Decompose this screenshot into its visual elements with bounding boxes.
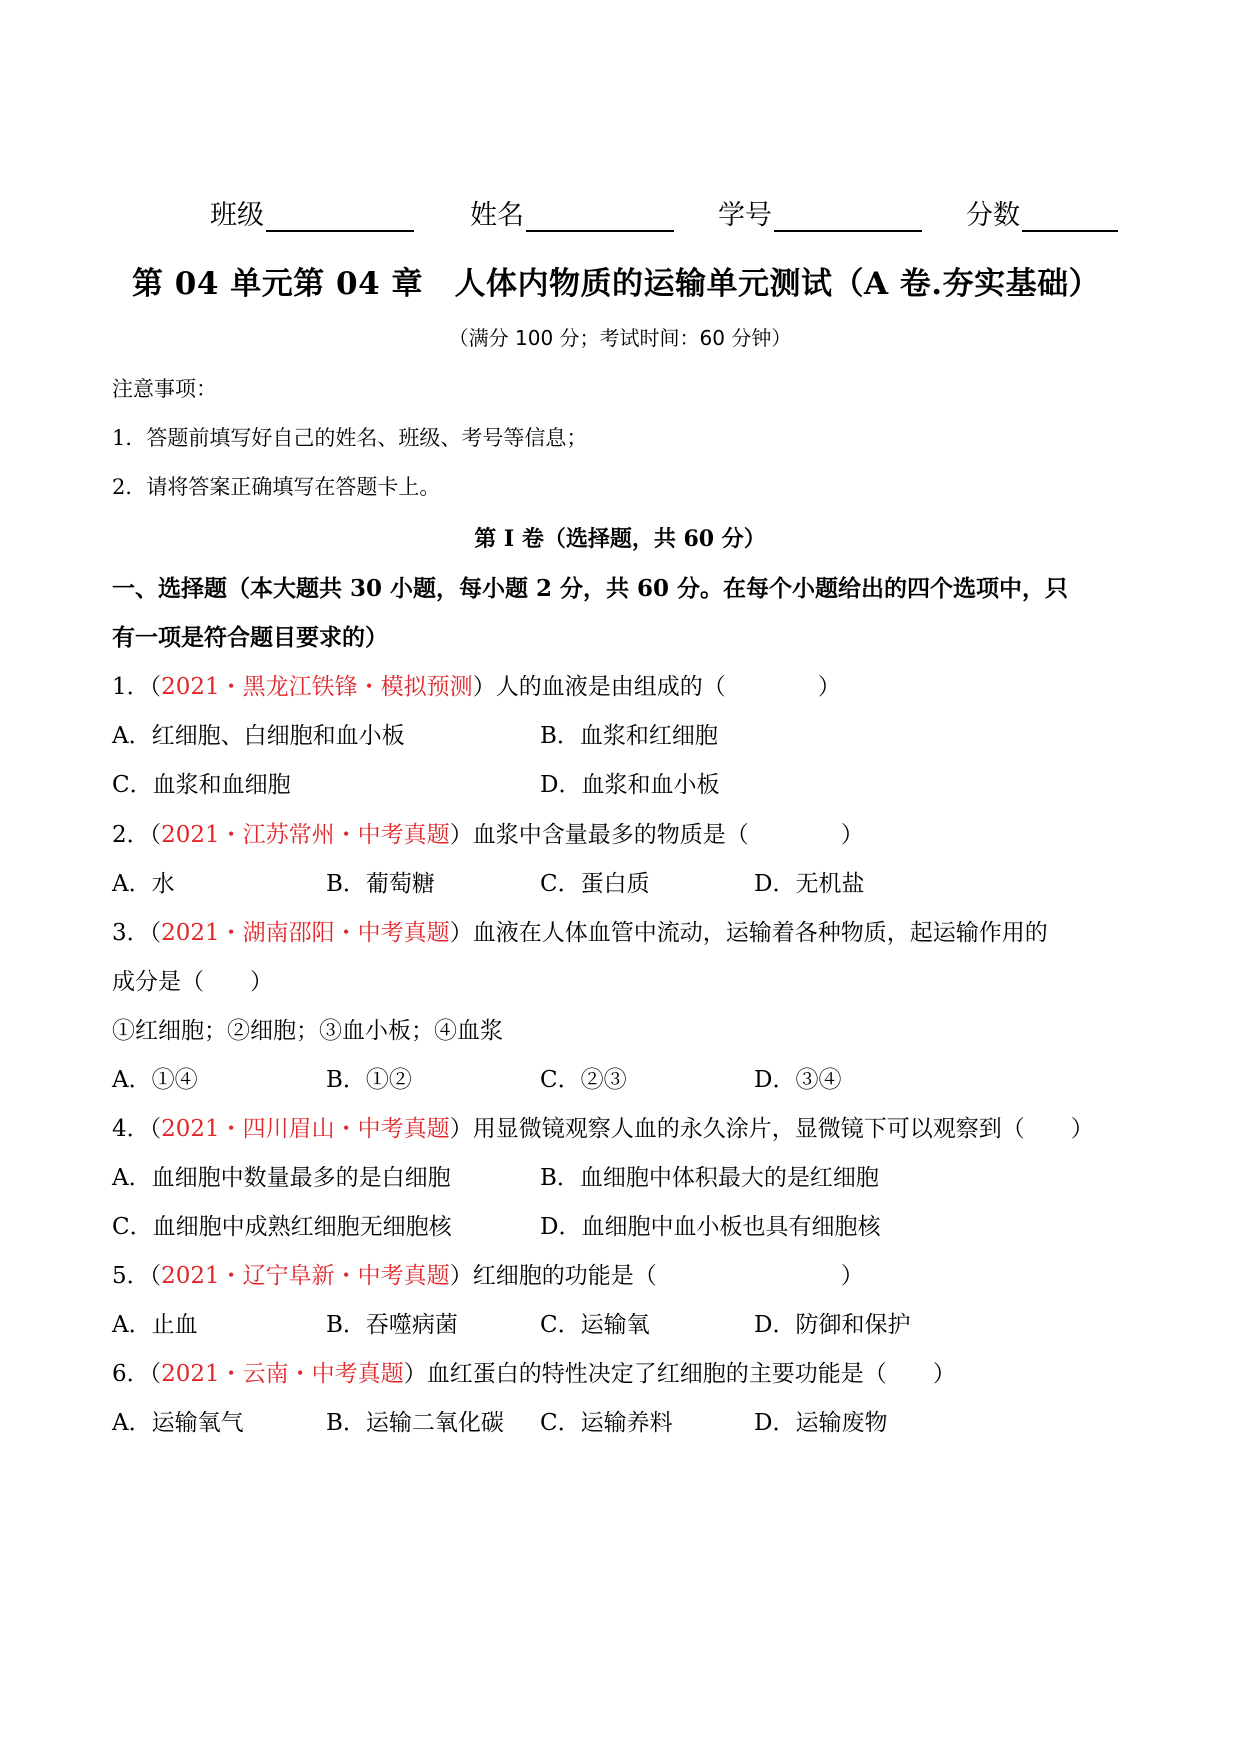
question-2 [112, 816, 864, 849]
question-number: 2．（ [112, 822, 162, 848]
class-blank [266, 204, 414, 232]
question-stem-cont: 成分是（ ） [112, 969, 273, 995]
name-field [470, 193, 674, 232]
question-1 [112, 668, 841, 701]
student-id-label: 学号 [718, 200, 772, 231]
option-a: A．血细胞中数量最多的是白细胞 [112, 1165, 451, 1191]
question-number: 5．（ [112, 1263, 162, 1289]
question-stem: ）人的血液是由组成的（ ） [472, 674, 841, 700]
class-field [210, 193, 414, 232]
question-stem: ）血红蛋白的特性决定了红细胞的主要功能是（ ） [403, 1361, 956, 1387]
option-b: B．吞噬病菌 [326, 1312, 458, 1338]
section-instruction-cont: 有一项是符合题目要求的） [112, 624, 388, 651]
score-blank [1022, 204, 1118, 232]
option-d: D．血浆和血小板 [540, 772, 720, 798]
question-source: 2021・云南・中考真题 [161, 1361, 404, 1387]
student-id-field [718, 193, 922, 232]
option-c: C．②③ [540, 1067, 627, 1093]
name-label: 姓名 [470, 200, 524, 231]
option-c: C．运输氧 [540, 1312, 650, 1338]
option-b: B．血浆和红细胞 [540, 723, 718, 749]
page-subtitle: （满分 100 分；考试时间：60 分钟） [448, 326, 792, 350]
question-number: 3．（ [112, 920, 162, 946]
question-number: 6．（ [112, 1361, 162, 1387]
note-item: 1．答题前填写好自己的姓名、班级、考号等信息； [112, 426, 588, 450]
option-a: A．运输氧气 [112, 1410, 244, 1436]
section-title: 第 I 卷（选择题，共 60 分） [474, 526, 766, 552]
option-a: A．水 [112, 871, 175, 897]
question-source: 2021・辽宁阜新・中考真题 [161, 1263, 450, 1289]
question-stem: ）血液在人体血管中流动，运输着各种物质，起运输作用的 [449, 920, 1048, 946]
question-number: 1．（ [112, 674, 162, 700]
option-d: D．无机盐 [754, 871, 865, 897]
section-instruction: 一、选择题（本大题共 30 小题，每小题 2 分，共 60 分。在每个小题给出的四个选项中，只 [112, 575, 1069, 602]
option-a: A．①④ [112, 1067, 198, 1093]
option-b: B．葡萄糖 [326, 871, 435, 897]
option-c: C．血浆和血细胞 [112, 772, 291, 798]
question-source: 2021・江苏常州・中考真题 [161, 822, 450, 848]
question-stem: ）用显微镜观察人血的永久涂片，显微镜下可以观察到（ ） [449, 1116, 1094, 1142]
question-source: 2021・湖南邵阳・中考真题 [161, 920, 450, 946]
student-id-blank [774, 204, 922, 232]
question-stem: ）红细胞的功能是（ ） [449, 1263, 864, 1289]
option-d: D．③④ [754, 1067, 842, 1093]
option-a: A．止血 [112, 1312, 198, 1338]
option-b: B．①② [326, 1067, 412, 1093]
question-number: 4．（ [112, 1116, 162, 1142]
notes-heading: 注意事项： [112, 377, 217, 401]
option-d: D．运输废物 [754, 1410, 888, 1436]
question-statements: ①红细胞；②细胞；③血小板；④血浆 [112, 1018, 503, 1044]
class-label: 班级 [210, 200, 264, 231]
page-title: 第 04 单元第 04 章 人体内物质的运输单元测试（A 卷.夯实基础） [132, 266, 1101, 302]
question-source: 2021・四川眉山・中考真题 [161, 1116, 450, 1142]
option-c: C．运输养料 [540, 1410, 673, 1436]
question-5 [112, 1257, 864, 1290]
option-c: C．蛋白质 [540, 871, 650, 897]
note-item: 2．请将答案正确填写在答题卡上。 [112, 475, 441, 499]
option-a: A．红细胞、白细胞和血小板 [112, 723, 405, 749]
question-4 [112, 1110, 1094, 1143]
question-6 [112, 1355, 956, 1388]
option-b: B．血细胞中体积最大的是红细胞 [540, 1165, 879, 1191]
option-d: D．防御和保护 [754, 1312, 911, 1338]
question-3 [112, 914, 1048, 947]
score-field [966, 193, 1118, 232]
question-source: 2021・黑龙江铁锋・模拟预测 [161, 674, 473, 700]
option-b: B．运输二氧化碳 [326, 1410, 504, 1436]
name-blank [526, 204, 674, 232]
option-d: D．血细胞中血小板也具有细胞核 [540, 1214, 881, 1240]
question-stem: ）血浆中含量最多的物质是（ ） [449, 822, 864, 848]
score-label: 分数 [966, 200, 1020, 231]
option-c: C．血细胞中成熟红细胞无细胞核 [112, 1214, 452, 1240]
